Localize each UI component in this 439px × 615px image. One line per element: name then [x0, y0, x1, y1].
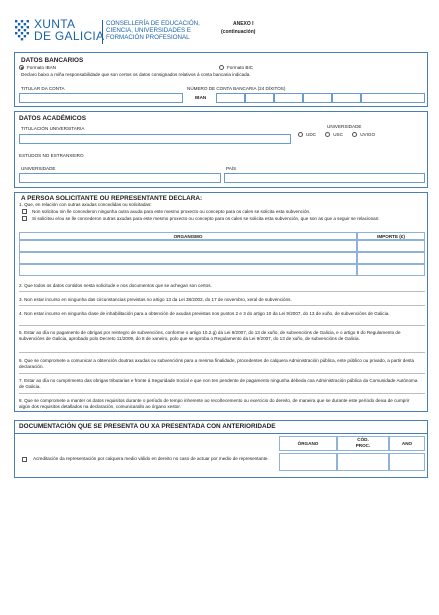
aid-row-amount[interactable]: [357, 240, 425, 252]
university-label: UNIVERSIDADE: [327, 124, 362, 129]
aid-row-organism[interactable]: [19, 240, 357, 252]
department-line: FORMACIÓN PROFESIONAL: [106, 34, 190, 41]
other-aid-checkbox[interactable]: [22, 216, 27, 221]
country-label: PAÍS: [226, 166, 237, 171]
xunta-logo: [14, 17, 105, 45]
account-holder-field[interactable]: [19, 93, 183, 103]
logo-divider: [102, 20, 103, 44]
declaration-item-7: 7. Estar ao día no cumprimento das obrigas tributarias e fronte á Seguridade Social e que non ten pendente de pagamento ningunha débeda coa Administración pública da Comunidade Autónoma de Galicia.: [19, 378, 418, 389]
uvigo-radio[interactable]: [352, 132, 357, 137]
xunta-emblem-icon: [14, 19, 30, 41]
department-line: CONSELLERÍA DE EDUCACIÓN,: [106, 20, 200, 27]
department-name: [106, 20, 200, 41]
declaration-item-4: 4. Non estar incurso en ningunha clase de inhabilitación para a obtención de axudas previstas nos puntos 2 e 3 do artigo 10 da Lei 9/2007, do 13 de xuño, de subvencións de Galicia.: [19, 311, 390, 316]
representation-doc-checkbox[interactable]: [22, 457, 27, 462]
code-header-line-2: PROC.: [355, 443, 371, 448]
bic-radio[interactable]: [219, 65, 224, 70]
abroad-university-field[interactable]: [19, 173, 221, 183]
udc-radio[interactable]: [298, 132, 303, 137]
divider: [19, 291, 425, 292]
iban-prefix: IBAN: [195, 95, 207, 100]
divider: [19, 373, 425, 374]
degree-label: TITULACIÓN UNIVERSITARIA: [21, 126, 85, 131]
account-block-3[interactable]: [303, 93, 332, 103]
declaration-item-6: 6. Que se compromete a comunicar a obtención doutras axudas ou subvencións para a mesma finalidade, procedentes de calquera Administración pública, ente público ou privado, a partir desta declaración.: [19, 358, 415, 369]
academic-data-title: DATOS ACADÉMICOS: [19, 115, 86, 122]
bank-data-title: DATOS BANCARIOS: [21, 57, 84, 64]
udc-label: UDC: [306, 132, 316, 137]
bank-declaration: Declaro baixo a miña responsabilidade que son certos os datos consignados relativos á conta bancaria indicada.: [21, 72, 251, 77]
department-line: CIENCIA, UNIVERSIDADES E: [106, 27, 191, 34]
iban-check-field[interactable]: [216, 93, 245, 103]
code-column-header: [337, 437, 389, 449]
no-other-aid-text: Non solicitou nin lle concederon ningunha outra axuda para este mesmo proxecto ou concepto para os cales se solicita esta subvención.: [32, 209, 311, 214]
iban-radio-label: Formato IBAN: [27, 65, 57, 70]
declaration-item-1: 1. Que, en relación con outras axudas concedidas ou solicitadas:: [19, 202, 152, 207]
divider: [14, 433, 428, 434]
organism-column-header: ORGANISMO: [173, 233, 203, 239]
divider: [19, 305, 425, 306]
annex-subtitle: (continuación): [221, 29, 256, 35]
abroad-university-label: UNIVERSIDADE: [21, 166, 56, 171]
country-field[interactable]: [224, 173, 425, 183]
usc-option[interactable]: [325, 132, 343, 137]
bic-format-option[interactable]: [219, 65, 253, 71]
annex-title: ANEXO I: [233, 21, 254, 27]
usc-radio[interactable]: [325, 132, 330, 137]
declaration-item-2: 2. Que todos os datos contidos nesta solicitude e nos documentos que se achegan son certos.: [19, 283, 212, 288]
uvigo-label: UVIGO: [360, 132, 376, 137]
representation-doc-text: Acreditación da representación por calquera medio válido en dereito no caso de actuar por medio de representante.: [33, 456, 269, 461]
account-block-2[interactable]: [274, 93, 303, 103]
uvigo-option[interactable]: [352, 132, 375, 137]
iban-format-option[interactable]: [19, 65, 56, 71]
iban-radio[interactable]: [19, 65, 24, 70]
no-other-aid-checkbox[interactable]: [22, 209, 27, 214]
aid-table: [19, 232, 425, 276]
declaration-item-3: 3. Non estar incurso en ningunha das circunstancias previstas no artigo 13 da Lei 38/2003, do 17 de novembro, xeral de subvencións.: [19, 297, 292, 302]
declaration-item-5: 5. Estar ao día no pagamento de obrigas por reintegro de subvencións, conforme o artigo 10.2.g) da Lei 9/2007, do 13 de xuño, de subvencións de Galicia, e o artigo 9 do Regulamento de subvencións de Galicia, aprobado polo Decreto 11/2009, do 8 de xaneiro, polo que se aproba o Regulamento da Lei 9/2007, do 13 de xuño, de subvencións de Galicia.: [19, 330, 401, 341]
divider: [19, 325, 425, 326]
declaration-title: A PERSOA SOLICITANTE OU REPRESENTANTE DECLARA:: [21, 195, 203, 202]
divider: [19, 352, 425, 353]
abroad-studies-label: ESTUDOS NO ESTRANXEIRO: [19, 153, 84, 158]
aid-row-organism[interactable]: [19, 264, 357, 276]
aid-row-organism[interactable]: [19, 252, 357, 264]
representation-year-field[interactable]: [389, 453, 425, 471]
other-aid-text: Si solicitou e/ou se lle concederon outras axudas para este mesmo proxecto ou concepto para os cales se solicita esta subvención, que son as que a seguir se relacionan:: [32, 216, 380, 221]
divider: [19, 393, 425, 394]
university-options: [298, 132, 375, 138]
account-block-5[interactable]: [361, 93, 425, 103]
aid-row-amount[interactable]: [357, 252, 425, 264]
account-block-1[interactable]: [245, 93, 274, 103]
account-holder-label: TITULAR DA CONTA: [21, 86, 65, 91]
usc-label: USC: [333, 132, 343, 137]
representation-organ-field[interactable]: [279, 453, 337, 471]
year-column-header: ANO: [401, 441, 413, 446]
bic-radio-label: Formato BIC: [227, 65, 254, 70]
documentation-title: DOCUMENTACIÓN QUE SE PRESENTA OU XA PRESENTADA CON ANTERIORIDADE: [19, 423, 276, 430]
logo-line-1: XUNTA: [34, 17, 76, 31]
representation-code-field[interactable]: [337, 453, 389, 471]
declaration-item-8: 8. Que se compromete a manter os datos requisitos durante o período de tempo inherente ao recoñecemento ou exercicio do dereito, de maneira que se durante este período deixa de cumprir algún dos requisitos detallados na declaración, comunicarallo ao órgano xestor.: [19, 398, 410, 409]
account-block-4[interactable]: [332, 93, 361, 103]
amount-column-header: IMPORTE (€): [377, 233, 405, 239]
organ-column-header: ÓRGANO: [297, 441, 319, 446]
udc-option[interactable]: [298, 132, 316, 137]
degree-field[interactable]: [19, 134, 291, 144]
aid-row-amount[interactable]: [357, 264, 425, 276]
account-number-label: NÚMERO DE CONTA BANCARIA (24 DÍXITOS): [187, 86, 286, 91]
logo-line-2: DE GALICIA: [34, 29, 105, 43]
code-header-line-1: CÓD.: [357, 437, 369, 442]
